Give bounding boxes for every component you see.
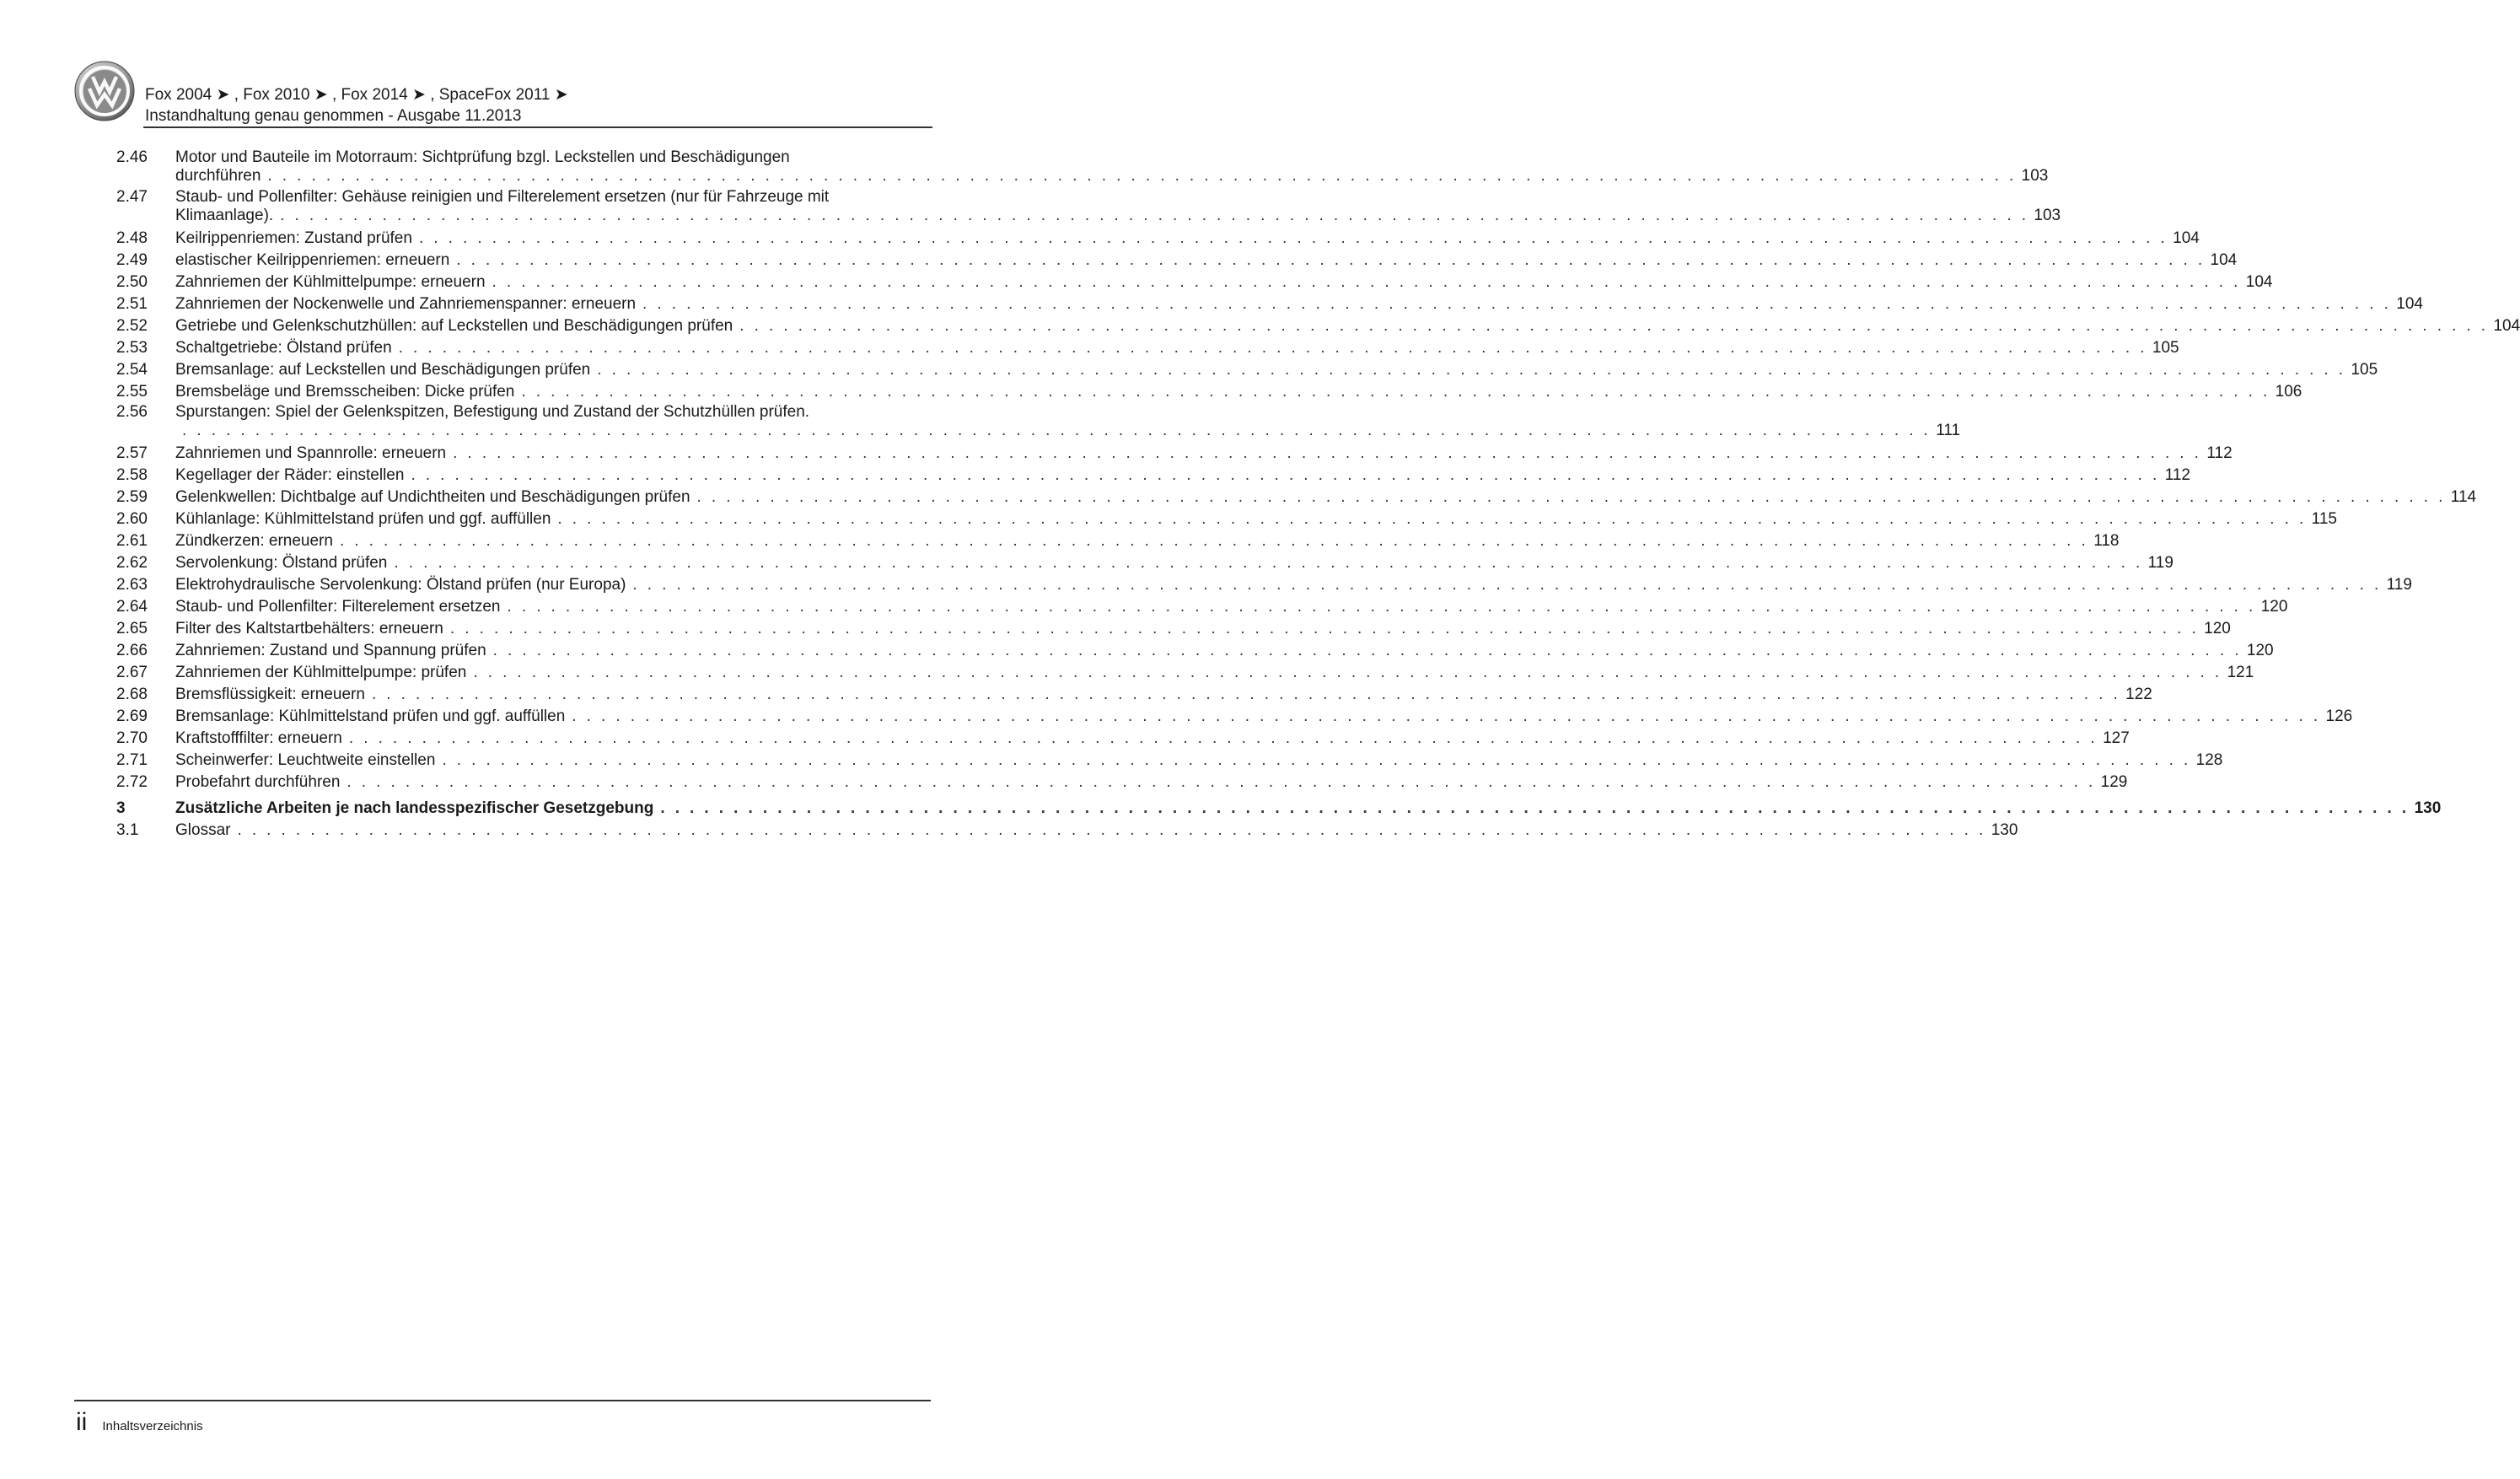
toc-entry-number: 2.68: [116, 686, 148, 703]
toc-entry-title: Keilrippenriemen: Zustand prüfen: [175, 229, 412, 247]
toc-entry[interactable]: [116, 359, 2378, 381]
toc-entry-page: 103: [2021, 167, 2049, 185]
footer-divider: [74, 1400, 931, 1401]
toc-entry-title: Bremsbeläge und Bremsscheiben: Dicke prüfen: [175, 383, 515, 401]
toc-entry[interactable]: [116, 552, 2173, 574]
toc-entry-title: Filter des Kaltstartbehälters: erneuern: [175, 620, 443, 637]
toc-leader-dots: . . . . . . . . . . . . . . . . . . . . . . . . . . . . . . . . . . . . . . . . . . . . . . . . . . . . . . . . . . . . . . . . . . . . . . . . . . . . . . . . . . . . . . . . . . . . . . . . . . . . . . . . . . . . . . . . . . . . . . . .: [492, 642, 2242, 659]
toc-entry-number: 2.70: [116, 729, 148, 747]
toc-entry[interactable]: [116, 381, 2302, 403]
toc-entry-number: 3.1: [116, 821, 139, 839]
toc-entry[interactable]: [116, 750, 2223, 772]
toc-entry-number: 2.47: [116, 188, 148, 206]
toc-entry[interactable]: [116, 684, 2152, 706]
toc-entry-title: Probefahrt durchführen: [175, 773, 341, 791]
header-models: Fox 2004 ➤ , Fox 2010 ➤ , Fox 2014 ➤ , SpaceFox 2011 ➤: [145, 86, 568, 104]
toc-entry-title-cont: durchführen: [175, 167, 261, 185]
toc-entry-number: 2.61: [116, 532, 148, 550]
toc-entry[interactable]: [116, 272, 2273, 293]
toc-entry-number: 2.51: [116, 295, 148, 313]
toc-entry[interactable]: [116, 487, 2477, 508]
toc-entry-page: 122: [2125, 686, 2152, 703]
toc-entry-number: 2.49: [116, 251, 148, 269]
toc-entry-page: 120: [2246, 642, 2274, 659]
toc-entry-title: Spurstangen: Spiel der Gelenkspitzen, Befestigung und Zustand der Schutzhüllen prüfen.: [175, 403, 810, 421]
toc-entry-title: elastischer Keilrippenriemen: erneuern: [175, 251, 450, 269]
toc-entry[interactable]: [116, 596, 2288, 618]
toc-entry[interactable]: [116, 228, 2200, 250]
header-subtitle: Instandhaltung genau genommen - Ausgabe 11.2013: [145, 107, 522, 125]
toc-entry-number: 2.48: [116, 229, 148, 247]
footer-page-number: ii: [76, 1408, 88, 1436]
toc-entry-page: 104: [2173, 229, 2200, 247]
toc-entry-page: 103: [2034, 207, 2061, 224]
toc-entry-title: Motor und Bauteile im Motorraum: Sichtprüfung bzgl. Leckstellen und Beschädigungen: [175, 148, 790, 166]
footer-section-label: Inhaltsverzeichnis: [102, 1419, 203, 1433]
toc-entry-number: 2.62: [116, 554, 148, 572]
toc-entry-page: 126: [2325, 707, 2353, 725]
toc-leader-dots: . . . . . . . . . . . . . . . . . . . . . . . . . . . . . . . . . . . . . . . . . . . . . . . . . . . . . . . . . . . . . . . . . . . . . . . . . . . . . . . . . . . . . . . . . . . . . . . . . . . . . . . . . . . . . . . . . . . . . . . .: [456, 251, 2206, 269]
toc-entry[interactable]: [116, 403, 1961, 443]
toc-entry-page: 114: [2450, 488, 2477, 506]
toc-entry-page: 105: [2152, 339, 2179, 357]
toc-entry-title: Zahnriemen der Kühlmittelpumpe: prüfen: [175, 664, 467, 681]
toc-entry-title: Zahnriemen: Zustand und Spannung prüfen: [175, 642, 486, 659]
toc-leader-dots: . . . . . . . . . . . . . . . . . . . . . . . . . . . . . . . . . . . . . . . . . . . . . . . . . . . . . . . . . . . . . . . . . . . . . . . . . . . . . . . . . . . . . . . . . . . . . . . . . . . . . . . . . . . . . . . . . . . . . . . .: [394, 554, 2143, 572]
toc-entry-page: 120: [2204, 620, 2231, 637]
toc-leader-dots: . . . . . . . . . . . . . . . . . . . . . . . . . . . . . . . . . . . . . . . . . . . . . . . . . . . . . . . . . . . . . . . . . . . . . . . . . . . . . . . . . . . . . . . . . . . . . . . . . . . . . . . . . . . . . . . . . . . . . . . .: [642, 295, 2392, 313]
toc-entry-title: Gelenkwellen: Dichtbalge auf Undichtheiten und Beschädigungen prüfen: [175, 488, 690, 506]
toc-leader-dots: . . . . . . . . . . . . . . . . . . . . . . . . . . . . . . . . . . . . . . . . . . . . . . . . . . . . . . . . . . . . . . . . . . . . . . . . . . . . . . . . . . . . . . . . . . . . . . . . . . . . . . . . . . . . . . . . . . . . . . . .: [492, 273, 2241, 291]
toc-entry-number: 2.60: [116, 510, 148, 528]
toc-leader-dots: . . . . . . . . . . . . . . . . . . . . . . . . . . . . . . . . . . . . . . . . . . . . . . . . . . . . . . . . . . . . . . . . . . . . . . . . . . . . . . . . . . . . . . . . . . . . . . . . . . . . . . . . . . . . . . . . . . . . . . . .: [347, 773, 2096, 791]
toc-entry-title: Servolenkung: Ölstand prüfen: [175, 554, 388, 572]
toc-entry-page: 130: [1991, 821, 2018, 839]
toc-entry-title: Bremsanlage: auf Leckstellen und Beschädigungen prüfen: [175, 361, 591, 379]
toc-entry-number: 2.54: [116, 361, 148, 379]
toc-entry[interactable]: [116, 640, 2274, 662]
toc-entry[interactable]: [116, 820, 2018, 842]
toc-entry-page: 130: [2414, 799, 2442, 817]
toc-entry-title: Zahnriemen der Nockenwelle und Zahnriemenspanner: erneuern: [175, 295, 637, 313]
toc-entry[interactable]: [116, 706, 2353, 728]
header-text: [145, 84, 568, 126]
toc-entry[interactable]: [116, 662, 2254, 684]
toc-entry-number: 2.56: [116, 403, 148, 421]
toc-entry-number: 2.65: [116, 620, 148, 637]
table-of-contents: [116, 148, 2520, 842]
toc-entry[interactable]: [116, 443, 2233, 465]
toc-entry[interactable]: [116, 148, 2049, 188]
toc-leader-dots: . . . . . . . . . . . . . . . . . . . . . . . . . . . . . . . . . . . . . . . . . . . . . . . . . . . . . . . . . . . . . . . . . . . . . . . . . . . . . . . . . . . . . . . . . . . . . . . . . . . . . . . . . . . . . . . . . . . . . . . .: [632, 576, 2382, 594]
toc-leader-dots: . . . . . . . . . . . . . . . . . . . . . . . . . . . . . . . . . . . . . . . . . . . . . . . . . . . . . . . . . . . . . . . . . . . . . . . . . . . . . . . . . . . . . . . . . . . . . . . . . . . . . . . . . . . . . . . . . . . . . . . .: [572, 707, 2321, 725]
toc-entry-title: Staub- und Pollenfilter: Filterelement ersetzen: [175, 598, 501, 616]
page-footer: [76, 1408, 203, 1437]
toc-entry-title: Schaltgetriebe: Ölstand prüfen: [175, 339, 392, 357]
toc-entry-number: 2.72: [116, 773, 148, 791]
header-divider: [143, 126, 932, 128]
toc-entry-title: Bremsanlage: Kühlmittelstand prüfen und ggf. auffüllen: [175, 707, 566, 725]
toc-entry-title: Getriebe und Gelenkschutzhüllen: auf Leckstellen und Beschädigungen prüfen: [175, 317, 733, 335]
toc-entry-number: 2.59: [116, 488, 148, 506]
toc-entry[interactable]: [116, 250, 2238, 272]
toc-entry-title: Staub- und Pollenfilter: Gehäuse reinigien und Filterelement ersetzen (nur für Fahrzeuge mit: [175, 188, 830, 206]
toc-entry[interactable]: [116, 508, 2337, 530]
toc-entry-page: 105: [2351, 361, 2378, 379]
toc-entry-number: 2.64: [116, 598, 148, 616]
toc-entry-number: 2.67: [116, 664, 148, 681]
toc-leader-dots: . . . . . . . . . . . . . . . . . . . . . . . . . . . . . . . . . . . . . . . . . . . . . . . . . . . . . . . . . . . . . . . . . . . . . . . . . . . . . . . . . . . . . . . . . . . . . . . . . . . . . . . . . . . . . . . . . . . . . . . .: [442, 751, 2191, 769]
toc-entry-title: Glossar: [175, 821, 231, 839]
toc-entry-number: 3: [116, 799, 126, 817]
toc-entry-page: 104: [2396, 295, 2423, 313]
toc-entry-page: 104: [2493, 317, 2520, 335]
toc-entry-page: 119: [2386, 576, 2412, 594]
toc-entry[interactable]: [116, 188, 2061, 228]
toc-entry-page: 118: [2093, 532, 2120, 550]
toc-entry-title: Zündkerzen: erneuern: [175, 532, 333, 550]
toc-entry-page: 112: [2206, 444, 2233, 462]
toc-leader-dots: . . . . . . . . . . . . . . . . . . . . . . . . . . . . . . . . . . . . . . . . . . . . . . . . . . . . . . . . . . . . . . . . . . . . . . . . . . . . . . . . . . . . . . . . . . . . . . . . . . . . . . . . . . . . . . . . . . . . . . . .: [237, 821, 1986, 839]
toc-entry-number: 2.53: [116, 339, 148, 357]
toc-entry-title: Zahnriemen und Spannrolle: erneuern: [175, 444, 447, 462]
toc-entry-number: 2.50: [116, 273, 148, 291]
page-header: [74, 61, 931, 128]
toc-entry-title: Bremsflüssigkeit: erneuern: [175, 686, 365, 703]
toc-entry-title: Kühlanlage: Kühlmittelstand prüfen und ggf. auffüllen: [175, 510, 551, 528]
toc-entry-title: Elektrohydraulische Servolenkung: Ölstand prüfen (nur Europa): [175, 576, 626, 594]
toc-entry[interactable]: [116, 798, 2442, 820]
toc-entry-page: 111: [1936, 422, 1961, 439]
toc-entry-number: 2.58: [116, 466, 148, 484]
toc-entry[interactable]: [116, 618, 2231, 640]
toc-entry-number: 2.46: [116, 148, 148, 166]
toc-entry-page: 128: [2195, 751, 2223, 769]
toc-leader-dots: . . . . . . . . . . . . . . . . . . . . . . . . . . . . . . . . . . . . . . . . . . . . . . . . . . . . . . . . . . . . . . . . . . . . . . . . . . . . . . . . . . . . . . . . . . . . . . . . . . . . . . . . . . . . . . . . . . . . . . . .: [449, 620, 2200, 637]
toc-entry-page: 127: [2103, 729, 2130, 747]
toc-entry[interactable]: [116, 337, 2179, 359]
toc-leader-dots: . . . . . . . . . . . . . . . . . . . . . . . . . . . . . . . . . . . . . . . . . . . . . . . . . . . . . . . . . . . . . . . . . . . . . . . . . . . . . . . . . . . . . . . . . . . . . . . . . . . . . . . . . . . . . . . . . . . . . . . .: [398, 339, 2147, 357]
toc-leader-dots: . . . . . . . . . . . . . . . . . . . . . . . . . . . . . . . . . . . . . . . . . . . . . . . . . . . . . . . . . . . . . . . . . . . . . . . . . . . . . . . . . . . . . . . . . . . . . . . . . . . . . . . . . . . . . . . . . . . . . . . .: [696, 488, 2446, 506]
toc-leader-dots: . . . . . . . . . . . . . . . . . . . . . . . . . . . . . . . . . . . . . . . . . . . . . . . . . . . . . . . . . . . . . . . . . . . . . . . . . . . . . . . . . . . . . . . . . . . . . . . . . . . . . . . . . . . . . . . . . . . . . . . .: [507, 598, 2256, 616]
toc-entry[interactable]: [116, 465, 2190, 487]
toc-entry-title: Kegellager der Räder: einstellen: [175, 466, 405, 484]
toc-leader-dots: . . . . . . . . . . . . . . . . . . . . . . . . . . . . . . . . . . . . . . . . . . . . . . . . . . . . . . . . . . . . . . . . . . . . . . . . . . . . . . . . . . . . . . . . . . . . . . . . . . . . . . . . . . . . . . . . . . . . . . . .: [280, 207, 2029, 224]
toc-entry[interactable]: [116, 530, 2120, 552]
toc-entry-title: Zusätzliche Arbeiten je nach landesspezifischer Gesetzgebung: [175, 799, 654, 817]
toc-entry-page: 120: [2260, 598, 2288, 616]
toc-leader-dots: . . . . . . . . . . . . . . . . . . . . . . . . . . . . . . . . . . . . . . . . . . . . . . . . . . . . . . . . . . . . . . . . . . . . . . . . . . . . . . . . . . . . . . . . . . . . . . . . . . . . . . . . . . . . . . . . . . . . . . . .: [660, 799, 2410, 817]
toc-entry[interactable]: [116, 293, 2423, 315]
toc-entry-page: 104: [2245, 273, 2273, 291]
toc-entry-number: 2.71: [116, 751, 148, 769]
toc-leader-dots: . . . . . . . . . . . . . . . . . . . . . . . . . . . . . . . . . . . . . . . . . . . . . . . . . . . . . . . . . . . . . . . . . . . . . . . . . . . . . . . . . . . . . . . . . . . . . . . . . . . . . . . . . . . . . . . . . . . . . . . .: [557, 510, 2307, 528]
toc-entry-number: 2.66: [116, 642, 148, 659]
toc-entry-number: 2.57: [116, 444, 148, 462]
toc-entry-page: 106: [2275, 383, 2302, 401]
toc-leader-dots: . . . . . . . . . . . . . . . . . . . . . . . . . . . . . . . . . . . . . . . . . . . . . . . . . . . . . . . . . . . . . . . . . . . . . . . . . . . . . . . . . . . . . . . . . . . . . . . . . . . . . . . . . . . . . . . . . . . . . . . .: [267, 167, 2017, 185]
toc-leader-dots: . . . . . . . . . . . . . . . . . . . . . . . . . . . . . . . . . . . . . . . . . . . . . . . . . . . . . . . . . . . . . . . . . . . . . . . . . . . . . . . . . . . . . . . . . . . . . . . . . . . . . . . . . . . . . . . . . . . . . . . .: [339, 532, 2089, 550]
toc-entry-title-cont: Klimaanlage).: [175, 207, 274, 224]
toc-leader-dots: . . . . . . . . . . . . . . . . . . . . . . . . . . . . . . . . . . . . . . . . . . . . . . . . . . . . . . . . . . . . . . . . . . . . . . . . . . . . . . . . . . . . . . . . . . . . . . . . . . . . . . . . . . . . . . . . . . . . . . . .: [418, 229, 2168, 247]
toc-leader-dots: . . . . . . . . . . . . . . . . . . . . . . . . . . . . . . . . . . . . . . . . . . . . . . . . . . . . . . . . . . . . . . . . . . . . . . . . . . . . . . . . . . . . . . . . . . . . . . . . . . . . . . . . . . . . . . . . . . . . . . . .: [739, 317, 2489, 335]
toc-entry-page: 121: [2227, 664, 2254, 681]
toc-entry-number: 2.63: [116, 576, 148, 594]
toc-leader-dots: . . . . . . . . . . . . . . . . . . . . . . . . . . . . . . . . . . . . . . . . . . . . . . . . . . . . . . . . . . . . . . . . . . . . . . . . . . . . . . . . . . . . . . . . . . . . . . . . . . . . . . . . . . . . . . . . . . . . . . . .: [348, 729, 2098, 747]
toc-entry-page: 129: [2100, 773, 2128, 791]
toc-leader-dots: . . . . . . . . . . . . . . . . . . . . . . . . . . . . . . . . . . . . . . . . . . . . . . . . . . . . . . . . . . . . . . . . . . . . . . . . . . . . . . . . . . . . . . . . . . . . . . . . . . . . . . . . . . . . . . . . . . . . . . . .: [182, 422, 1932, 439]
toc-leader-dots: . . . . . . . . . . . . . . . . . . . . . . . . . . . . . . . . . . . . . . . . . . . . . . . . . . . . . . . . . . . . . . . . . . . . . . . . . . . . . . . . . . . . . . . . . . . . . . . . . . . . . . . . . . . . . . . . . . . . . . . .: [521, 383, 2270, 401]
toc-entry-number: 2.69: [116, 707, 148, 725]
toc-entry-title: Zahnriemen der Kühlmittelpumpe: erneuern: [175, 273, 486, 291]
toc-entry-number: 2.52: [116, 317, 148, 335]
toc-entry[interactable]: [116, 574, 2412, 596]
toc-leader-dots: . . . . . . . . . . . . . . . . . . . . . . . . . . . . . . . . . . . . . . . . . . . . . . . . . . . . . . . . . . . . . . . . . . . . . . . . . . . . . . . . . . . . . . . . . . . . . . . . . . . . . . . . . . . . . . . . . . . . . . . .: [597, 361, 2346, 379]
toc-entry-title: Kraftstofffilter: erneuern: [175, 729, 342, 747]
toc-entry-page: 115: [2311, 510, 2337, 528]
vw-logo-icon: [74, 61, 135, 121]
toc-entry[interactable]: [116, 772, 2128, 793]
toc-leader-dots: . . . . . . . . . . . . . . . . . . . . . . . . . . . . . . . . . . . . . . . . . . . . . . . . . . . . . . . . . . . . . . . . . . . . . . . . . . . . . . . . . . . . . . . . . . . . . . . . . . . . . . . . . . . . . . . . . . . . . . . .: [371, 686, 2121, 703]
toc-leader-dots: . . . . . . . . . . . . . . . . . . . . . . . . . . . . . . . . . . . . . . . . . . . . . . . . . . . . . . . . . . . . . . . . . . . . . . . . . . . . . . . . . . . . . . . . . . . . . . . . . . . . . . . . . . . . . . . . . . . . . . . .: [453, 444, 2202, 462]
toc-entry-page: 119: [2147, 554, 2173, 572]
toc-entry-page: 104: [2210, 251, 2238, 269]
toc-leader-dots: . . . . . . . . . . . . . . . . . . . . . . . . . . . . . . . . . . . . . . . . . . . . . . . . . . . . . . . . . . . . . . . . . . . . . . . . . . . . . . . . . . . . . . . . . . . . . . . . . . . . . . . . . . . . . . . . . . . . . . . .: [473, 664, 2222, 681]
toc-entry-number: 2.55: [116, 383, 148, 401]
toc-entry[interactable]: [116, 728, 2130, 750]
toc-entry[interactable]: [116, 315, 2520, 337]
toc-entry-title: Scheinwerfer: Leuchtweite einstellen: [175, 751, 436, 769]
toc-entry-page: 112: [2164, 466, 2190, 484]
toc-leader-dots: . . . . . . . . . . . . . . . . . . . . . . . . . . . . . . . . . . . . . . . . . . . . . . . . . . . . . . . . . . . . . . . . . . . . . . . . . . . . . . . . . . . . . . . . . . . . . . . . . . . . . . . . . . . . . . . . . . . . . . . .: [411, 466, 2160, 484]
